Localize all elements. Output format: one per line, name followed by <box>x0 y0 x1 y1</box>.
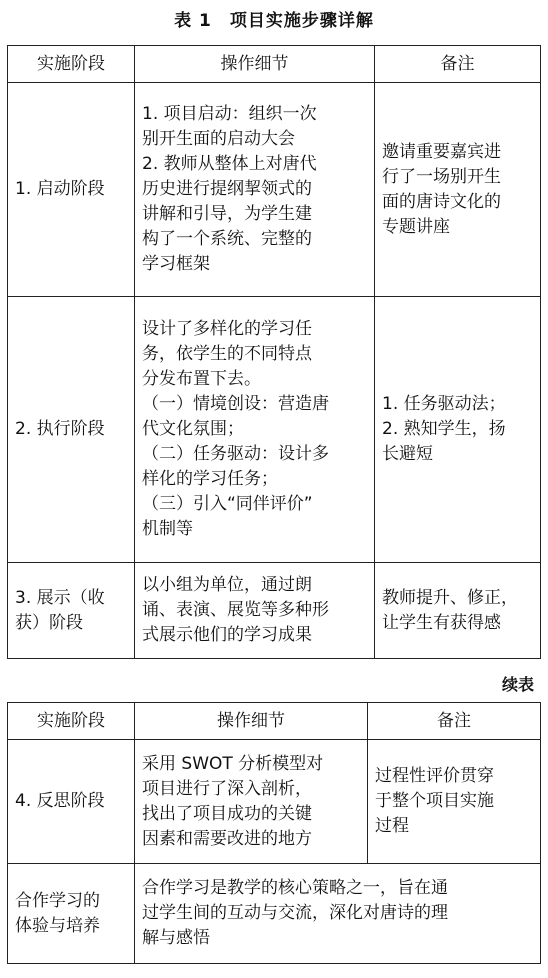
header-row <box>8 46 541 83</box>
notes-line: 让学生有获得感 <box>382 612 501 633</box>
stage-cell <box>8 740 135 864</box>
header-row <box>8 703 541 740</box>
notes-line: 1. 任务驱动法； <box>382 394 506 414</box>
details-line: 诵、表演、展览等多种形 <box>142 600 329 620</box>
details-line: 讲解和引导，为学生建 <box>142 204 312 224</box>
details-line: 构了一个系统、完整的 <box>142 229 312 249</box>
stage-cell <box>8 297 135 563</box>
header-stage: 实施阶段 <box>8 46 135 83</box>
details-line: 1. 项目启动：组织一次 <box>142 104 317 124</box>
stage-text: 合作学习的 <box>15 890 100 911</box>
header-stage: 实施阶段 <box>8 703 135 740</box>
merged-line: 过学生间的互动与交流，深化对唐诗的理 <box>142 903 448 923</box>
stage-text: 4. 反思阶段 <box>15 791 105 811</box>
details-line: 代文化氛围； <box>142 419 244 439</box>
stage-text: 2. 执行阶段 <box>15 419 105 439</box>
notes-line: 于整个项目实施 <box>375 791 494 811</box>
details-line: 因素和需要改进的地方 <box>142 828 312 849</box>
notes-cell <box>375 83 541 297</box>
details-line: 样化的学习任务； <box>142 469 278 489</box>
stage-cell <box>8 864 135 964</box>
continued-label: 续表 <box>501 675 534 694</box>
stage-text: 1. 启动阶段 <box>15 179 105 199</box>
details-line: 以小组为单位，通过朗 <box>142 575 312 595</box>
notes-line: 面的唐诗文化的 <box>382 191 501 212</box>
notes-line: 教师提升、修正， <box>382 587 518 608</box>
merged-line: 解与感悟 <box>142 928 210 948</box>
details-line: 式展示他们的学习成果 <box>142 625 312 645</box>
details-line: 采用 SWOT 分析模型对 <box>142 753 324 774</box>
details-line: 历史进行提纲挈领式的 <box>142 179 312 199</box>
steps-table <box>7 45 541 659</box>
details-cell <box>135 83 375 297</box>
details-cell <box>135 740 368 864</box>
notes-cell <box>375 563 541 659</box>
stage-cell <box>8 563 135 659</box>
details-line: 设计了多样化的学习任 <box>142 319 312 339</box>
details-line: 务，依学生的不同特点 <box>142 344 312 364</box>
details-line: （三）引入“同伴评价” <box>142 494 313 514</box>
notes-line: 专题讲座 <box>382 216 450 237</box>
stage-text: 获）阶段 <box>15 612 83 633</box>
details-cell <box>135 563 375 659</box>
header-details: 操作细节 <box>135 46 375 83</box>
stage-cell <box>8 83 135 297</box>
table-row-execute <box>8 297 541 563</box>
details-line: （二）任务驱动：设计多 <box>142 444 329 464</box>
details-line: 找出了项目成功的关键 <box>142 803 312 824</box>
table-row-cooperative <box>8 864 541 964</box>
table-title: 表 1 项目实施步骤详解 <box>174 11 374 31</box>
details-line: 2. 教师从整体上对唐代 <box>142 154 317 174</box>
details-line: 学习框架 <box>142 254 210 274</box>
details-line: 分发布置下去。 <box>142 369 261 389</box>
merged-line: 合作学习是教学的核心策略之一，旨在通 <box>142 878 448 898</box>
notes-line: 2. 熟知学生，扬 <box>382 419 506 439</box>
details-line: 项目进行了深入剖析， <box>142 778 312 799</box>
stage-text: 3. 展示（收 <box>15 587 105 608</box>
merged-cell <box>135 864 541 964</box>
details-line: 别开生面的启动大会 <box>142 129 295 149</box>
header-details: 操作细节 <box>135 703 368 740</box>
table-row-reflect <box>8 740 541 864</box>
notes-line: 过程 <box>375 816 409 836</box>
notes-cell <box>368 740 541 864</box>
stage-text: 体验与培养 <box>15 915 100 936</box>
table-row-showcase <box>8 563 541 659</box>
details-line: （一）情境创设：营造唐 <box>142 394 329 414</box>
header-notes: 备注 <box>375 46 541 83</box>
details-cell <box>135 297 375 563</box>
notes-line: 过程性评价贯穿 <box>375 766 494 786</box>
details-line: 机制等 <box>142 519 193 539</box>
header-notes: 备注 <box>368 703 541 740</box>
notes-cell <box>375 297 541 563</box>
notes-line: 长避短 <box>382 444 433 464</box>
table-row-start <box>8 83 541 297</box>
notes-line: 邀请重要嘉宾进 <box>382 141 501 162</box>
steps-table-continued <box>7 702 541 964</box>
notes-line: 行了一场别开生 <box>382 166 501 187</box>
